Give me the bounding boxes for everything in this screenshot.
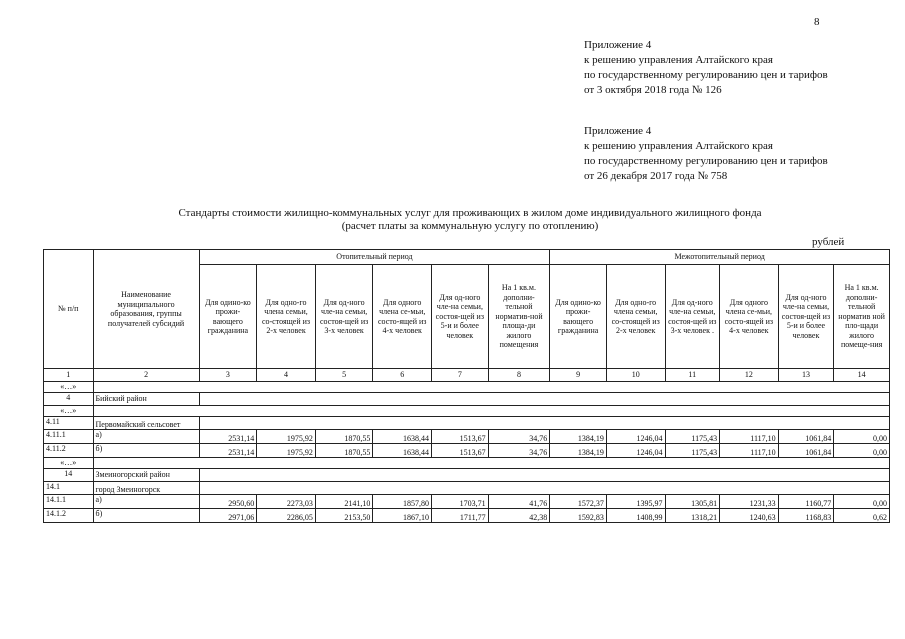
page-number: 8 (814, 16, 820, 28)
value-cell: 1975,92 (257, 430, 316, 444)
value-cell: 1395,97 (606, 495, 665, 509)
value-cell: 1638,44 (373, 430, 432, 444)
value-cell: 34,76 (488, 444, 550, 458)
value-cell: 2971,06 (199, 509, 257, 523)
value-cell: 1870,55 (315, 444, 373, 458)
section-row (44, 417, 890, 430)
tariff-table (43, 249, 890, 523)
section-empty (199, 482, 889, 495)
column-number: 5 (315, 369, 373, 382)
row-name: б) (93, 509, 199, 523)
value-cell: 42,38 (488, 509, 550, 523)
appendix-line: по государственному регулированию цен и тарифов (584, 69, 828, 81)
ellipsis-row (44, 382, 890, 393)
row-number: 4.11.1 (44, 430, 94, 444)
col-header-no: № п/п (44, 250, 94, 369)
value-cell: 2531,14 (199, 430, 257, 444)
column-number: 10 (606, 369, 665, 382)
value-cell: 0,00 (834, 495, 890, 509)
ellipsis-empty (93, 382, 889, 393)
section-empty (199, 393, 889, 406)
value-cell: 1711,77 (432, 509, 489, 523)
col-header-interheating-2: Для одно-го члена семьи, со-стоящей из 2-х человек (606, 265, 665, 369)
section-row (44, 393, 890, 406)
data-row (44, 495, 890, 509)
col-header-heating-3: Для од-ного чле-на семьи, состоя-щей из 3-х человек (315, 265, 373, 369)
ellipsis-row (44, 406, 890, 417)
appendix-header-current (584, 38, 828, 98)
row-number: 14.1.1 (44, 495, 94, 509)
col-header-interheating-6: На 1 кв.м. дополни-тельной норматив ной пло-щади жилого помеще-ния (834, 265, 890, 369)
ellipsis-empty (93, 458, 889, 469)
col-header-heating-6: На 1 кв.м. дополни-тельной норматив-ной площа-ди жилого помещения (488, 265, 550, 369)
appendix-line: от 3 октября 2018 года № 126 (584, 84, 722, 96)
value-cell: 0,00 (834, 444, 890, 458)
col-header-name: Наименование муниципального образования, группы получателей субсидий (93, 250, 199, 369)
value-cell: 1231,33 (720, 495, 779, 509)
col-header-interheating-5: Для од-ного чле-на семьи, состоя-щей из 5-и и более человек (778, 265, 834, 369)
value-cell: 1592,83 (550, 509, 607, 523)
column-number: 7 (432, 369, 489, 382)
column-number: 6 (373, 369, 432, 382)
row-number: 4.11 (44, 417, 94, 430)
value-cell: 1240,63 (720, 509, 779, 523)
row-number: 4 (44, 393, 94, 406)
ellipsis-cell: «…» (44, 406, 94, 417)
value-cell: 1117,10 (720, 430, 779, 444)
appendix-line: Приложение 4 (584, 39, 652, 51)
row-name: Бийский район (93, 393, 199, 406)
row-name: а) (93, 430, 199, 444)
value-cell: 1703,71 (432, 495, 489, 509)
row-name: город Змеиногорск (93, 482, 199, 495)
value-cell: 34,76 (488, 430, 550, 444)
col-header-heating-1: Для одино-ко прожи-вающего гражданина (199, 265, 257, 369)
value-cell: 0,00 (834, 430, 890, 444)
row-name: Первомайский сельсовет (93, 417, 199, 430)
value-cell: 1408,99 (606, 509, 665, 523)
value-cell: 41,76 (488, 495, 550, 509)
document-title (90, 207, 850, 233)
value-cell: 1384,19 (550, 430, 607, 444)
value-cell: 1975,92 (257, 444, 316, 458)
col-header-interheating-4: Для одного члена се-мьи, состо-ящей из 4-х человек (720, 265, 779, 369)
header-row-periods (44, 250, 890, 265)
appendix-line: к решению управления Алтайского края (584, 54, 773, 66)
data-row (44, 444, 890, 458)
section-empty (199, 417, 889, 430)
value-cell: 1857,80 (373, 495, 432, 509)
value-cell: 2141,10 (315, 495, 373, 509)
value-cell: 1572,37 (550, 495, 607, 509)
ellipsis-row (44, 458, 890, 469)
row-number: 4.11.2 (44, 444, 94, 458)
title-line-2: (расчет платы за коммунальную услугу по отоплению) (341, 220, 599, 232)
column-number: 4 (257, 369, 316, 382)
value-cell: 0,62 (834, 509, 890, 523)
value-cell: 2286,05 (257, 509, 316, 523)
data-row (44, 509, 890, 523)
value-cell: 2950,60 (199, 495, 257, 509)
ellipsis-cell: «…» (44, 458, 94, 469)
value-cell: 2273,03 (257, 495, 316, 509)
col-header-heating-5: Для од-ного чле-на семьи, состоя-щей из 5-и и более человек (432, 265, 489, 369)
appendix-line: от 26 декабря 2017 года № 758 (584, 170, 728, 182)
value-cell: 1246,04 (606, 444, 665, 458)
value-cell: 1117,10 (720, 444, 779, 458)
value-cell: 1160,77 (778, 495, 834, 509)
col-header-heating-period: Отопительный период (199, 250, 550, 265)
row-number: 14.1 (44, 482, 94, 495)
appendix-line: Приложение 4 (584, 125, 652, 137)
value-cell: 2153,50 (315, 509, 373, 523)
ellipsis-empty (93, 406, 889, 417)
col-header-interheating-period: Межотопительный период (550, 250, 890, 265)
ellipsis-cell: «…» (44, 382, 94, 393)
value-cell: 1168,83 (778, 509, 834, 523)
value-cell: 1867,10 (373, 509, 432, 523)
col-header-interheating-1: Для одино-ко прожи-вающего гражданина (550, 265, 607, 369)
value-cell: 1513,67 (432, 430, 489, 444)
section-row (44, 469, 890, 482)
column-number: 1 (44, 369, 94, 382)
row-number: 14 (44, 469, 94, 482)
value-cell: 1305,81 (665, 495, 720, 509)
column-number: 14 (834, 369, 890, 382)
value-cell: 2531,14 (199, 444, 257, 458)
value-cell: 1384,19 (550, 444, 607, 458)
column-number: 9 (550, 369, 607, 382)
column-number: 12 (720, 369, 779, 382)
column-number: 13 (778, 369, 834, 382)
header-row-column-numbers (44, 369, 890, 382)
value-cell: 1246,04 (606, 430, 665, 444)
title-line-1: Стандарты стоимости жилищно-коммунальных услуг для проживающих в жилом доме индивидуального жилищного фонда (178, 207, 762, 219)
column-number: 8 (488, 369, 550, 382)
value-cell: 1870,55 (315, 430, 373, 444)
value-cell: 1513,67 (432, 444, 489, 458)
value-cell: 1061,84 (778, 444, 834, 458)
column-number: 11 (665, 369, 720, 382)
col-header-heating-4: Для одного члена се-мьи, состо-ящей из 4-х человек (373, 265, 432, 369)
value-cell: 1638,44 (373, 444, 432, 458)
data-row (44, 430, 890, 444)
section-empty (199, 469, 889, 482)
value-cell: 1318,21 (665, 509, 720, 523)
row-number: 14.1.2 (44, 509, 94, 523)
row-name: Змеиногорский район (93, 469, 199, 482)
appendix-line: по государственному регулированию цен и тарифов (584, 155, 828, 167)
col-header-interheating-3: Для од-ного чле-на семьи, состоя-щей из 3-х человек . (665, 265, 720, 369)
appendix-header-previous (584, 124, 828, 184)
section-row (44, 482, 890, 495)
value-cell: 1061,84 (778, 430, 834, 444)
value-cell: 1175,43 (665, 444, 720, 458)
units-label: рублей (812, 236, 845, 248)
column-number: 2 (93, 369, 199, 382)
appendix-line: к решению управления Алтайского края (584, 140, 773, 152)
value-cell: 1175,43 (665, 430, 720, 444)
row-name: б) (93, 444, 199, 458)
row-name: а) (93, 495, 199, 509)
col-header-heating-2: Для одно-го члена семьи, со-стоящей из 2-х человек (257, 265, 316, 369)
column-number: 3 (199, 369, 257, 382)
